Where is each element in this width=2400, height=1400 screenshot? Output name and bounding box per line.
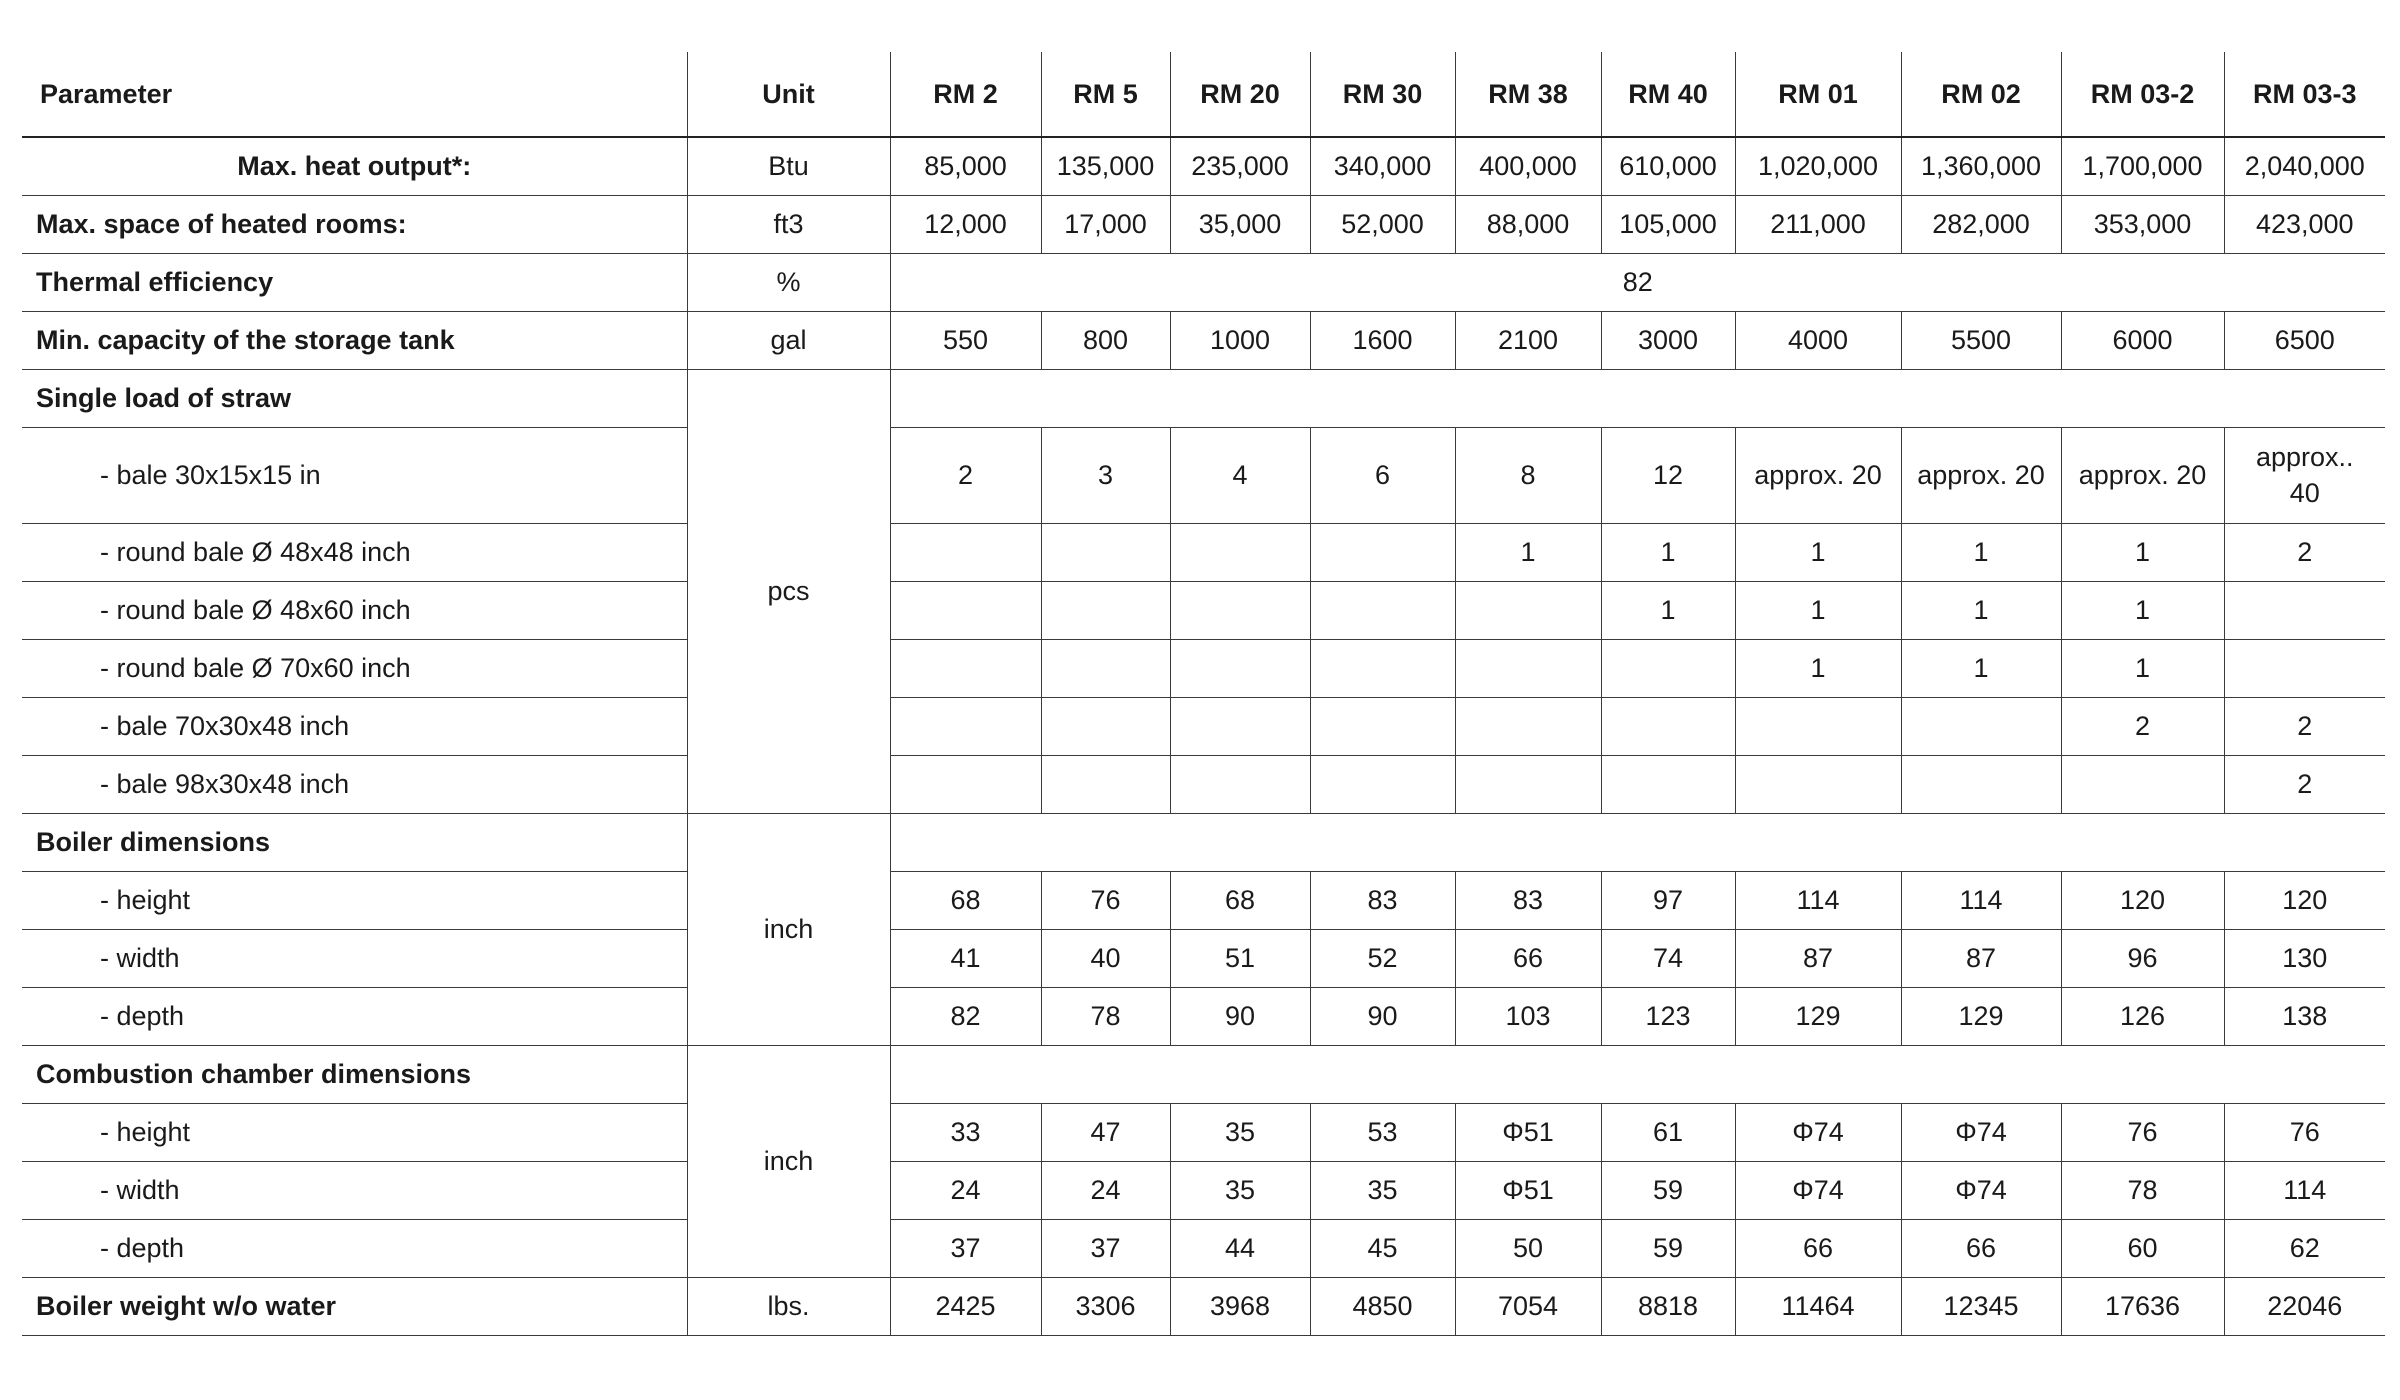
- table-cell: approx. 20: [2061, 427, 2224, 523]
- header-model: RM 20: [1170, 52, 1310, 137]
- table-cell: 44: [1170, 1219, 1310, 1277]
- row-label: Max. space of heated rooms:: [22, 195, 687, 253]
- row-straw-bale-30: [22, 427, 2385, 523]
- table-cell: 66: [1735, 1219, 1901, 1277]
- table-cell: 87: [1735, 929, 1901, 987]
- table-cell: 52: [1310, 929, 1455, 987]
- row-label: - depth: [22, 987, 687, 1045]
- table-cell: 76: [1041, 871, 1170, 929]
- table-cell: [1170, 755, 1310, 813]
- table-cell: 85,000: [890, 137, 1041, 195]
- table-cell: 4850: [1310, 1277, 1455, 1335]
- table-cell: [1041, 523, 1170, 581]
- table-cell: 62: [2224, 1219, 2385, 1277]
- table-cell: 78: [1041, 987, 1170, 1045]
- table-cell-merged: [890, 369, 2385, 427]
- row-straw-bale-70: [22, 697, 2385, 755]
- table-cell: [890, 697, 1041, 755]
- table-cell: 60: [2061, 1219, 2224, 1277]
- table-cell: 114: [1901, 871, 2061, 929]
- table-cell: 1: [1901, 523, 2061, 581]
- table-cell: [1310, 755, 1455, 813]
- table-cell: 8818: [1601, 1277, 1735, 1335]
- table-cell: Φ74: [1901, 1103, 2061, 1161]
- table-cell: 52,000: [1310, 195, 1455, 253]
- table-cell: 97: [1601, 871, 1735, 929]
- table-cell-merged: 82: [890, 253, 2385, 311]
- table-cell: 550: [890, 311, 1041, 369]
- table-cell: [890, 581, 1041, 639]
- table-cell: approx. 20: [1901, 427, 2061, 523]
- table-cell: Φ74: [1901, 1161, 2061, 1219]
- table-cell: [1310, 639, 1455, 697]
- table-cell: 105,000: [1601, 195, 1735, 253]
- row-straw-bale-98: [22, 755, 2385, 813]
- table-cell: [1170, 639, 1310, 697]
- table-cell: Φ51: [1455, 1103, 1601, 1161]
- header-model: RM 01: [1735, 52, 1901, 137]
- table-cell: [1455, 755, 1601, 813]
- table-cell: 7054: [1455, 1277, 1601, 1335]
- table-cell: 35: [1310, 1161, 1455, 1219]
- table-cell: 76: [2061, 1103, 2224, 1161]
- table-cell: 59: [1601, 1219, 1735, 1277]
- header-parameter: Parameter: [22, 52, 687, 137]
- table-cell: 1: [2061, 639, 2224, 697]
- table-cell: 45: [1310, 1219, 1455, 1277]
- table-cell: 82: [890, 987, 1041, 1045]
- row-label: Boiler dimensions: [22, 813, 687, 871]
- table-cell: [1455, 639, 1601, 697]
- table-cell: 1: [2061, 523, 2224, 581]
- row-boiler-height: [22, 871, 2385, 929]
- table-cell: 74: [1601, 929, 1735, 987]
- row-label: - height: [22, 1103, 687, 1161]
- table-cell: 33: [890, 1103, 1041, 1161]
- table-cell: 53: [1310, 1103, 1455, 1161]
- row-weight: [22, 1277, 2385, 1335]
- table-cell: 114: [1735, 871, 1901, 929]
- header-model: RM 40: [1601, 52, 1735, 137]
- table-cell: 1: [1735, 639, 1901, 697]
- table-cell: 90: [1310, 987, 1455, 1045]
- row-chamber-depth: [22, 1219, 2385, 1277]
- header-model: RM 5: [1041, 52, 1170, 137]
- table-cell: 68: [1170, 871, 1310, 929]
- row-label: - depth: [22, 1219, 687, 1277]
- header-model: RM 2: [890, 52, 1041, 137]
- row-efficiency: [22, 253, 2385, 311]
- row-boiler-header: [22, 813, 2385, 871]
- row-label: - round bale Ø 48x48 inch: [22, 523, 687, 581]
- table-cell: [1310, 697, 1455, 755]
- row-chamber-height: [22, 1103, 2385, 1161]
- header-model: RM 03-3: [2224, 52, 2385, 137]
- row-unit: pcs: [687, 369, 890, 813]
- table-cell: Φ51: [1455, 1161, 1601, 1219]
- table-cell: 17,000: [1041, 195, 1170, 253]
- table-cell: 1600: [1310, 311, 1455, 369]
- table-cell: [2224, 639, 2385, 697]
- header-row: [22, 52, 2385, 137]
- table-cell: 1: [1455, 523, 1601, 581]
- table-cell: 1,360,000: [1901, 137, 2061, 195]
- table-cell: 17636: [2061, 1277, 2224, 1335]
- table-cell: 61: [1601, 1103, 1735, 1161]
- table-cell: 96: [2061, 929, 2224, 987]
- table-cell: 123: [1601, 987, 1735, 1045]
- table-cell: 35: [1170, 1161, 1310, 1219]
- table-cell: [890, 755, 1041, 813]
- table-cell: [1170, 581, 1310, 639]
- table-cell: 114: [2224, 1161, 2385, 1219]
- table-cell: 66: [1455, 929, 1601, 987]
- table-cell: 68: [890, 871, 1041, 929]
- table-cell: 4000: [1735, 311, 1901, 369]
- table-cell: 76: [2224, 1103, 2385, 1161]
- table-cell: 1: [1601, 523, 1735, 581]
- header-model: RM 38: [1455, 52, 1601, 137]
- table-cell: [1170, 523, 1310, 581]
- table-cell-merged: [890, 813, 2385, 871]
- table-cell: 2: [2061, 697, 2224, 755]
- table-cell: 1: [1735, 523, 1901, 581]
- table-cell: 353,000: [2061, 195, 2224, 253]
- table-cell: 1: [1601, 581, 1735, 639]
- table-cell: 11464: [1735, 1277, 1901, 1335]
- table-cell: 35: [1170, 1103, 1310, 1161]
- table-cell: Φ74: [1735, 1161, 1901, 1219]
- table-cell: 282,000: [1901, 195, 2061, 253]
- row-unit: %: [687, 253, 890, 311]
- row-straw-round-70x60: [22, 639, 2385, 697]
- table-cell: 120: [2224, 871, 2385, 929]
- table-cell: [1041, 639, 1170, 697]
- table-cell: 2: [890, 427, 1041, 523]
- spec-table: [22, 52, 2385, 1336]
- table-cell: [1041, 697, 1170, 755]
- table-cell: 400,000: [1455, 137, 1601, 195]
- row-space: [22, 195, 2385, 253]
- table-cell: 1: [1901, 639, 2061, 697]
- table-cell: 1: [1901, 581, 2061, 639]
- table-cell: 5500: [1901, 311, 2061, 369]
- table-cell: 2: [2224, 755, 2385, 813]
- table-cell: 87: [1901, 929, 2061, 987]
- header-model: RM 03-2: [2061, 52, 2224, 137]
- table-cell: 423,000: [2224, 195, 2385, 253]
- row-unit: lbs.: [687, 1277, 890, 1335]
- table-cell: 211,000: [1735, 195, 1901, 253]
- table-cell: 800: [1041, 311, 1170, 369]
- table-cell: 129: [1735, 987, 1901, 1045]
- table-cell: [1041, 581, 1170, 639]
- row-straw-round-48x48: [22, 523, 2385, 581]
- table-cell: 3968: [1170, 1277, 1310, 1335]
- row-label: Boiler weight w/o water: [22, 1277, 687, 1335]
- table-cell: approx.. 40: [2224, 427, 2385, 523]
- table-cell: 3: [1041, 427, 1170, 523]
- row-heat-output: [22, 137, 2385, 195]
- row-label: - bale 30x15x15 in: [22, 427, 687, 523]
- header-model: RM 30: [1310, 52, 1455, 137]
- row-label: - bale 98x30x48 inch: [22, 755, 687, 813]
- table-cell: 340,000: [1310, 137, 1455, 195]
- table-cell: [1455, 697, 1601, 755]
- table-cell: 126: [2061, 987, 2224, 1045]
- row-chamber-header: [22, 1045, 2385, 1103]
- table-cell: 78: [2061, 1161, 2224, 1219]
- table-cell: 2,040,000: [2224, 137, 2385, 195]
- table-cell: [1601, 697, 1735, 755]
- table-cell: [890, 639, 1041, 697]
- table-cell: 120: [2061, 871, 2224, 929]
- table-cell: 1: [2061, 581, 2224, 639]
- table-cell: 2425: [890, 1277, 1041, 1335]
- row-straw-round-48x60: [22, 581, 2385, 639]
- table-cell: [1601, 755, 1735, 813]
- row-label: Thermal efficiency: [22, 253, 687, 311]
- table-cell: [1901, 755, 2061, 813]
- table-cell: 4: [1170, 427, 1310, 523]
- table-cell: 83: [1455, 871, 1601, 929]
- row-tank: [22, 311, 2385, 369]
- row-label: - bale 70x30x48 inch: [22, 697, 687, 755]
- row-label: - width: [22, 929, 687, 987]
- table-cell: [2061, 755, 2224, 813]
- table-cell: 37: [890, 1219, 1041, 1277]
- table-cell: 2: [2224, 523, 2385, 581]
- header-unit: Unit: [687, 52, 890, 137]
- table-cell: [1601, 639, 1735, 697]
- table-cell: 1000: [1170, 311, 1310, 369]
- row-unit: gal: [687, 311, 890, 369]
- table-cell: 35,000: [1170, 195, 1310, 253]
- table-cell: 59: [1601, 1161, 1735, 1219]
- table-cell: 6500: [2224, 311, 2385, 369]
- table-cell: [1310, 581, 1455, 639]
- table-cell: 24: [890, 1161, 1041, 1219]
- row-straw-header: [22, 369, 2385, 427]
- row-unit: inch: [687, 813, 890, 1045]
- table-cell: 6: [1310, 427, 1455, 523]
- table-cell: [1170, 697, 1310, 755]
- table-cell: [1310, 523, 1455, 581]
- row-unit: ft3: [687, 195, 890, 253]
- table-cell: 24: [1041, 1161, 1170, 1219]
- table-cell: 12345: [1901, 1277, 2061, 1335]
- table-cell: 235,000: [1170, 137, 1310, 195]
- table-cell: 12: [1601, 427, 1735, 523]
- table-cell: 90: [1170, 987, 1310, 1045]
- table-cell: Φ74: [1735, 1103, 1901, 1161]
- table-cell: [890, 523, 1041, 581]
- row-unit: inch: [687, 1045, 890, 1277]
- table-cell: 51: [1170, 929, 1310, 987]
- row-unit: Btu: [687, 137, 890, 195]
- table-cell: 88,000: [1455, 195, 1601, 253]
- table-cell: [2224, 581, 2385, 639]
- table-cell: 135,000: [1041, 137, 1170, 195]
- table-cell: 103: [1455, 987, 1601, 1045]
- row-boiler-width: [22, 929, 2385, 987]
- table-cell: 50: [1455, 1219, 1601, 1277]
- table-cell: 41: [890, 929, 1041, 987]
- table-cell: 1,700,000: [2061, 137, 2224, 195]
- table-cell: 610,000: [1601, 137, 1735, 195]
- table-cell: 2100: [1455, 311, 1601, 369]
- table-cell: [1041, 755, 1170, 813]
- table-cell: 129: [1901, 987, 2061, 1045]
- row-label: Combustion chamber dimensions: [22, 1045, 687, 1103]
- table-cell: 2: [2224, 697, 2385, 755]
- header-model: RM 02: [1901, 52, 2061, 137]
- table-cell: [1901, 697, 2061, 755]
- table-cell: 12,000: [890, 195, 1041, 253]
- table-cell: 3306: [1041, 1277, 1170, 1335]
- row-label: Min. capacity of the storage tank: [22, 311, 687, 369]
- row-label: Single load of straw: [22, 369, 687, 427]
- table-cell: 1,020,000: [1735, 137, 1901, 195]
- table-cell: [1735, 697, 1901, 755]
- row-label: - height: [22, 871, 687, 929]
- table-cell: 47: [1041, 1103, 1170, 1161]
- row-label: - width: [22, 1161, 687, 1219]
- row-boiler-depth: [22, 987, 2385, 1045]
- row-label: - round bale Ø 70x60 inch: [22, 639, 687, 697]
- table-cell: 130: [2224, 929, 2385, 987]
- table-cell: [1455, 581, 1601, 639]
- table-cell: 3000: [1601, 311, 1735, 369]
- table-cell-merged: [890, 1045, 2385, 1103]
- row-label: Max. heat output*:: [22, 137, 687, 195]
- row-chamber-width: [22, 1161, 2385, 1219]
- table-cell: 6000: [2061, 311, 2224, 369]
- table-cell: 37: [1041, 1219, 1170, 1277]
- table-cell: 138: [2224, 987, 2385, 1045]
- table-cell: [1735, 755, 1901, 813]
- table-cell: 22046: [2224, 1277, 2385, 1335]
- table-cell: 66: [1901, 1219, 2061, 1277]
- table-cell: 8: [1455, 427, 1601, 523]
- row-label: - round bale Ø 48x60 inch: [22, 581, 687, 639]
- table-cell: 1: [1735, 581, 1901, 639]
- table-cell: 40: [1041, 929, 1170, 987]
- table-cell: 83: [1310, 871, 1455, 929]
- table-cell: approx. 20: [1735, 427, 1901, 523]
